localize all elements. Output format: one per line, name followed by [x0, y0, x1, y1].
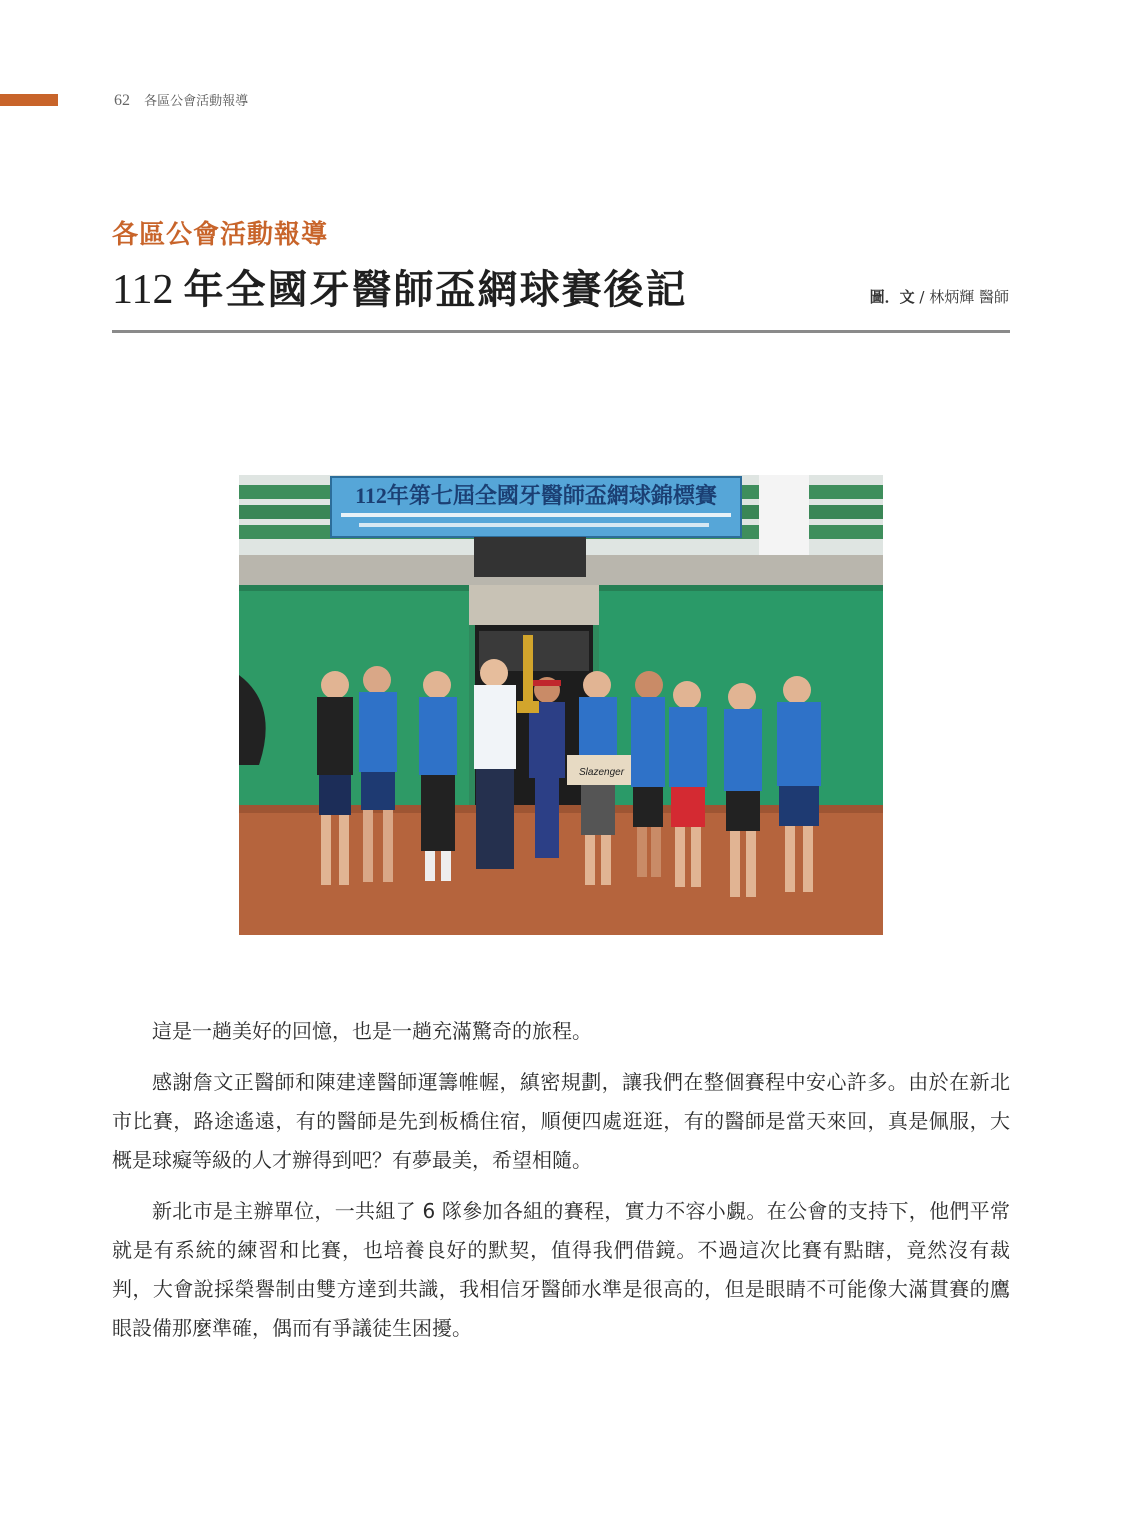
byline-author: 林炳輝 醫師	[929, 288, 1009, 306]
byline-separator: /	[914, 288, 930, 306]
running-head-label: 各區公會活動報導	[144, 94, 249, 109]
accent-bar	[0, 94, 58, 106]
paragraph: 感謝詹文正醫師和陳建達醫師運籌帷幄，縝密規劃，讓我們在整個賽程中安心許多。由於在新北市比賽，路途遙遠，有的醫師是先到板橋住宿，順便四處逛逛，有的醫師是當天來回，真是佩服，大概是球癡等級的人才辦得到吧？有夢最美，希望相隨。	[112, 1070, 1010, 1172]
team-photo	[239, 475, 883, 935]
article-body	[112, 1012, 1010, 1360]
byline-label: 圖．文	[869, 288, 915, 306]
section-title: 各區公會活動報導	[112, 220, 329, 250]
title-divider	[112, 330, 1010, 333]
title-year: 112	[112, 267, 174, 313]
paragraph: 新北市是主辦單位，一共組了 6 隊參加各組的賽程，實力不容小覷。在公會的支持下，他們平常就是有系統的練習和比賽，也培養良好的默契，值得我們借鏡。不過這次比賽有點瞎，竟然沒有裁判，大會說採榮譽制由雙方達到共識，我相信牙醫師水準是很高的，但是眼睛不可能像大滿貫賽的鷹眼設備那麼準確，偶而有爭議徒生困擾。	[112, 1199, 1010, 1340]
banner-text: 112年第七屆全國牙醫師盃網球錦標賽	[355, 483, 717, 508]
article-title	[112, 258, 687, 315]
byline	[870, 286, 1009, 307]
paragraph: 這是一趟美好的回憶，也是一趟充滿驚奇的旅程。	[152, 1019, 592, 1043]
page-number: 62	[114, 92, 130, 109]
running-head	[114, 90, 248, 110]
title-text: 年全國牙醫師盃網球賽後記	[183, 267, 688, 313]
box-label: Slazenger	[579, 767, 625, 778]
